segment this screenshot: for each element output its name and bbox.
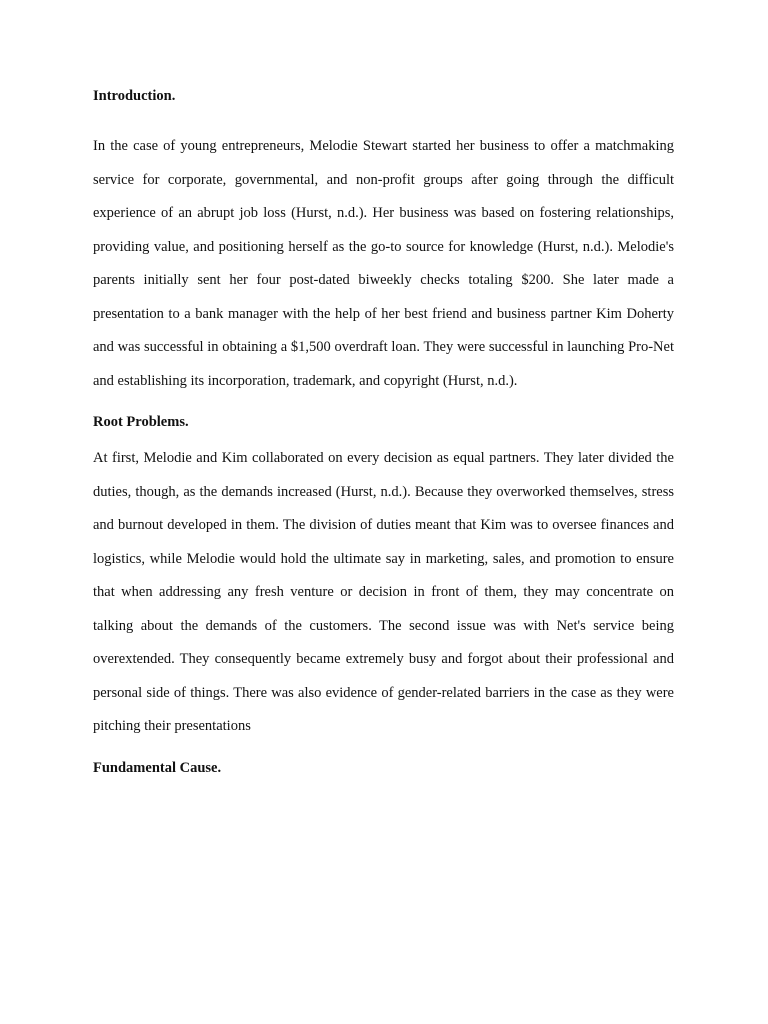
section-body-introduction: In the case of young entrepreneurs, Melodie Stewart started her business to offer a matchmaking service for corporate, governmental, and non-profit groups after going through the difficult experience of an abrupt job loss (Hurst, n.d.). Her business was based on fostering relationships, providing value, and positioning herself as the go-to source for knowledge (Hurst, n.d.). Melodie's parents initially sent her four post-dated biweekly checks totaling $200. She later made a presentation to a bank manager with the help of her best friend and business partner Kim Doherty and was successful in obtaining a $1,500 overdraft loan. They were successful in launching Pro-Net and establishing its incorporation, trademark, and copyright (Hurst, n.d.). <box>93 138 674 389</box>
document-content <box>93 86 674 778</box>
section-heading-introduction: Introduction. <box>93 88 176 104</box>
section-body-root-problems: At first, Melodie and Kim collaborated on every decision as equal partners. They later divided the duties, though, as the demands increased (Hurst, n.d.). Because they overworked themselves, stress and burnout developed in them. The division of duties meant that Kim was to oversee finances and logistics, while Melodie would hold the ultimate say in marketing, sales, and promotion to ensure that when addressing any fresh venture or decision in front of them, they may concentrate on talking about the demands of the customers. The second issue was with Net's service being overextended. They consequently became extremely busy and forgot about their professional and personal side of things. There was also evidence of gender-related barriers in the case as they were pitching their presentations <box>93 450 674 734</box>
section-heading-fundamental-cause: Fundamental Cause. <box>93 759 222 776</box>
section-heading-root-problems: Root Problems. <box>93 414 189 430</box>
